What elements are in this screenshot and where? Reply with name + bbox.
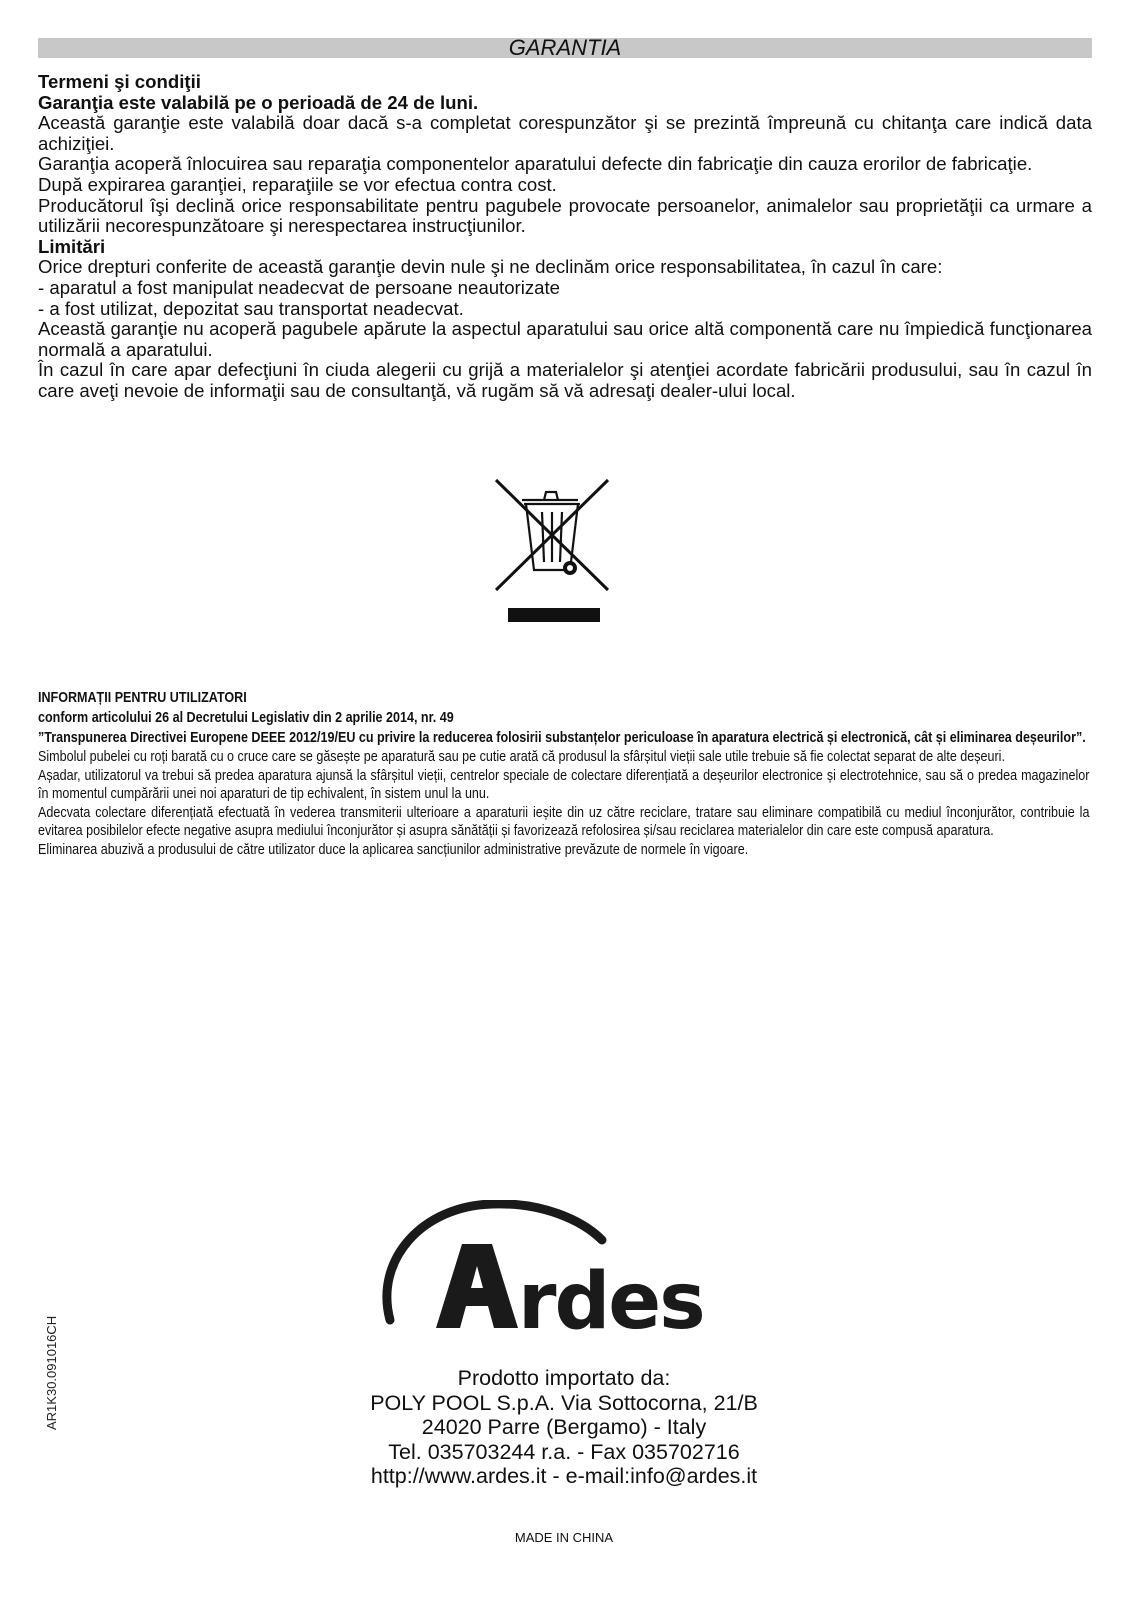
warranty-paragraph: - a fost utilizat, depozitat sau transportat neadecvat.: [38, 297, 464, 319]
warranty-paragraph: Orice drepturi conferite de această garanţie devin nule şi ne declinăm orice responsabilitatea, în cazul în care:: [38, 256, 943, 278]
page-title: GARANTIA: [508, 35, 622, 60]
importer-line: Tel. 035703244 r.a. - Fax 035702716: [388, 1439, 740, 1464]
importer-line: 24020 Parre (Bergamo) - Italy: [421, 1415, 707, 1439]
crossed-out-wheelie-bin-icon: [494, 478, 614, 642]
info-directive: ”Transpunerea Directivei Europene DEEE 2012/19/EU cu privire la reducerea folosirii substanțelor periculoase în aparatura electrică și electronică, cât și eliminarea deșeurilor”.: [38, 730, 1086, 746]
warranty-paragraph: În cazul în care apar defecţiuni în ciuda alegerii cu grijă a materialelor şi atenţiei acordate fabricării produsului, sau în cazul în care aveţi nevoie de informaţii sau de consultanţă, vă rugăm să vă adresaţi dealer-ului local.: [38, 359, 1092, 401]
info-subheading: conform articolului 26 al Decretului Legislativ din 2 aprilie 2014, nr. 49: [38, 710, 454, 726]
warranty-paragraph: Garanţia acoperă înlocuirea sau reparaţia componentelor aparatului defecte din fabricaţie din cauza erorilor de fabricaţie.: [38, 153, 1033, 175]
made-in-label: MADE IN CHINA: [514, 1530, 614, 1545]
info-paragraph: Simbolul pubelei cu roți barată cu o cruce care se găsește pe aparatură sau pe cutie arată că produsul la sfârșitul vieții sale utile trebuie să fie colectat separat de alte deșeuri.: [38, 749, 1005, 765]
importer-line: http://www.ardes.it - e-mail:info@ardes.it: [370, 1464, 758, 1488]
svg-text:rdes: rdes: [518, 1257, 704, 1347]
title-bar: [38, 35, 1092, 60]
user-information-section: [38, 688, 1092, 860]
warranty-paragraph: Producătorul îşi declină orice responsabilitate pentru pagubele provocate persoanelor, animalelor sau proprietăţii ca urmare a utilizării necorespunzătoare şi nerespectarea instrucţiunilor.: [38, 194, 1092, 237]
info-heading: INFORMAȚII PENTRU UTILIZATORI: [38, 690, 247, 706]
info-paragraph: Adecvata colectare diferențiată efectuată în vederea transmiterii ulterioare a aparaturii ieșite din uz către reciclare, tratare sau eliminare compatibilă cu mediul înconjurător, contribuie la evitarea posibilelor efecte negative asupra mediului înconjurător și asupra sănătății și favorizează refolosirea și/sau reciclarea materialelor din care este compusă aparatura.: [38, 804, 1090, 840]
limitations-heading: Limitări: [38, 235, 106, 257]
product-code: AR1K30.091016CH: [44, 1315, 59, 1430]
info-paragraph: Așadar, utilizatorul va trebui să predea aparatura ajunsă la sfârșitul vieții, centrelor speciale de colectare diferențiată a deșeurilor electronice și electrotehnice, sau să o predea magazinelor în momentul cumpărării unei noi aparaturi de tip echivalent, în sistem unul la unu.: [38, 767, 1090, 803]
warranty-paragraph: Această garanţie este valabilă doar dacă s-a completat corespunzător şi se prezintă împreună cu chitanţa care indică data achiziţiei.: [38, 112, 1092, 154]
warranty-paragraph: Această garanţie nu acoperă pagubele apărute la aspectul aparatului sau orice altă componentă care nu împiedică funcţionarea normală a aparatului.: [38, 318, 1092, 360]
warranty-section: [38, 72, 1092, 402]
importer-line: Prodotto importato da:: [457, 1366, 671, 1390]
info-paragraph: Eliminarea abuzivă a produsului de către utilizator duce la aplicarea sancțiunilor administrative prevăzute de normele în vigoare.: [38, 841, 749, 858]
importer-block: [300, 1366, 828, 1489]
terms-heading: Termeni şi condiţii: [38, 71, 201, 92]
validity-heading: Garanţia este valabilă pe o perioadă de 24 de luni.: [38, 91, 479, 113]
importer-line: POLY POOL S.p.A. Via Sottocorna, 21/B: [370, 1390, 758, 1415]
warranty-paragraph: - aparatul a fost manipulat neadecvat de persoane neautorizate: [38, 276, 561, 298]
ardes-logo: [382, 1200, 732, 1348]
warranty-paragraph: După expirarea garanţiei, reparaţiile se vor efectua contra cost.: [38, 173, 557, 195]
